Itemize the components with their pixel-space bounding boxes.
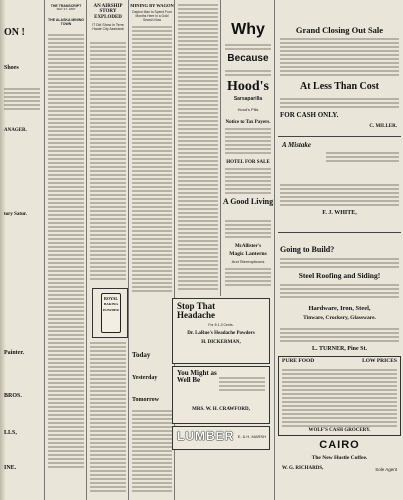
turner-name: L. TURNER, Pine St.	[312, 346, 367, 352]
manager-fragment: ANAGER.	[4, 128, 27, 133]
airship-subhead: IT Did Show In Terre Haute City Assistant	[92, 22, 124, 31]
grand-closing-heading: Grand Closing Out Sale	[295, 25, 384, 35]
new-hustle-heading: The New Hustle Coffee.	[311, 455, 368, 461]
text-lines	[88, 42, 128, 282]
text-lines	[276, 184, 403, 208]
c-miller-name: C. MILLER.	[369, 124, 397, 129]
text-lines	[276, 38, 403, 78]
column-rule	[220, 0, 221, 296]
hardware-heading: Hardware, Iron, Steel,	[308, 305, 371, 312]
text-lines	[276, 284, 403, 300]
hoods-sarsaparilla: Sarsaparilla	[233, 96, 263, 102]
column-3	[88, 0, 128, 500]
steel-roofing-heading: Steel Roofing and Siding!	[298, 271, 381, 280]
text-lines	[176, 4, 220, 292]
yesterday-heading: Yesterday	[132, 375, 158, 381]
column-rule	[174, 0, 175, 500]
tinware-heading: Tinware, Crockery, Glassware.	[303, 315, 376, 321]
column-2	[46, 0, 86, 500]
text-lines	[276, 328, 403, 344]
wolfs-grocery-ad	[278, 356, 401, 436]
good-living-heading: A Good Living	[222, 197, 274, 206]
dickerman-name: H. DICKERMAN,	[201, 340, 241, 346]
because-heading: Because	[227, 53, 269, 64]
today-heading: Today	[132, 351, 151, 359]
text-lines	[222, 128, 274, 156]
wolfs-name: WOLF'S CASH GROCERY.	[308, 427, 371, 433]
text-lines	[279, 369, 400, 429]
column-rule	[86, 0, 87, 500]
tomorrow-heading: Tomorrow	[132, 397, 159, 403]
shoes-fragment: Shoes	[4, 64, 19, 71]
less-than-cost-heading: At Less Than Cost	[300, 81, 379, 92]
airship-headline: AN AIRSHIP STORY EXPLODED	[93, 4, 123, 20]
text-lines	[222, 268, 274, 288]
text-lines	[222, 220, 274, 240]
baking-label: BAKING	[103, 302, 119, 307]
stop-that-heading: Stop That	[177, 301, 216, 311]
column-7	[276, 0, 403, 500]
ine-fragment: INE.	[4, 465, 17, 471]
text-lines	[222, 168, 274, 196]
column-6	[222, 0, 274, 500]
column-rule	[44, 0, 45, 500]
you-might-heading: You Might as Well Be	[177, 369, 217, 385]
masthead-left-fragment: ON !	[4, 27, 25, 38]
bros-fragment: BROS.	[4, 393, 22, 399]
mcallisters-heading: McAllister's	[234, 244, 262, 249]
lumber-heading: LUMBER	[177, 429, 235, 443]
text-lines	[276, 258, 403, 270]
text-lines	[222, 70, 274, 78]
hotel-for-sale: HOTEL FOR SALE	[226, 160, 270, 165]
alaska-subhead: THE ALASKA MINING TOWN	[48, 17, 84, 26]
royal-label: ROYAL	[103, 296, 119, 301]
column-rule	[128, 0, 129, 500]
sole-agent-label: Sole Agent	[375, 467, 397, 472]
mining-headline: MINING BY WAGON	[130, 3, 174, 8]
going-to-build-heading: Going to Build?	[280, 245, 335, 254]
tory-fragment: tory Satur.	[4, 212, 27, 217]
paper-name: THE TRANSCRIPT	[50, 4, 82, 8]
hoods-heading: Hood's	[226, 79, 269, 94]
painter-fragment: Painter.	[4, 350, 24, 356]
text-lines	[222, 44, 274, 52]
divider	[278, 136, 401, 137]
text-lines	[276, 98, 403, 110]
magic-lanterns-heading: Magic Lanterns	[229, 251, 267, 257]
price-line: For 8 1-3 Cents.	[208, 322, 234, 327]
text-lines	[46, 34, 86, 470]
pure-food-label: PURE FOOD	[282, 358, 315, 364]
royal-baking-ad	[92, 288, 128, 338]
text-lines	[0, 88, 44, 112]
magic-lanterns-sub: And Stereopticons	[231, 259, 265, 264]
headache-heading: Headache	[177, 310, 215, 321]
text-lines	[130, 410, 174, 494]
lumber-company: E. & H. MARSH	[237, 434, 266, 439]
column-5	[176, 0, 220, 500]
mining-subhead: Dayton Man to Spend Four Months Here in a Gold Search Now	[132, 9, 172, 22]
notice-tax: Notice to Tax Payers.	[225, 120, 271, 125]
powder-label: POWDER	[103, 307, 119, 312]
lls-fragment: LLS,	[4, 430, 17, 436]
why-heading: Why	[231, 21, 265, 38]
divider	[278, 232, 401, 233]
paper-date: MAY 27, 1897	[56, 7, 76, 12]
hoods-pills: Hood's Pills	[237, 107, 259, 112]
text-lines	[130, 26, 174, 294]
text-lines	[276, 152, 403, 164]
column-rule	[274, 0, 275, 500]
column-1	[0, 0, 44, 500]
cairo-heading: CAIRO	[319, 439, 360, 451]
text-lines	[88, 342, 128, 494]
larue-powders: Dr. LaRue's Headache Powders	[187, 331, 255, 337]
column-4	[130, 0, 174, 500]
fj-white-name: F. J. WHITE,	[322, 210, 357, 216]
crawford-name: MRS. W. H. CRAWFORD,	[192, 407, 250, 412]
for-cash-heading: FOR CASH ONLY.	[280, 111, 339, 119]
low-prices-label: LOW PRICES	[362, 358, 397, 364]
mistake-heading: A Mistake	[282, 141, 311, 149]
richards-name: W. G. RICHARDS,	[282, 466, 324, 471]
